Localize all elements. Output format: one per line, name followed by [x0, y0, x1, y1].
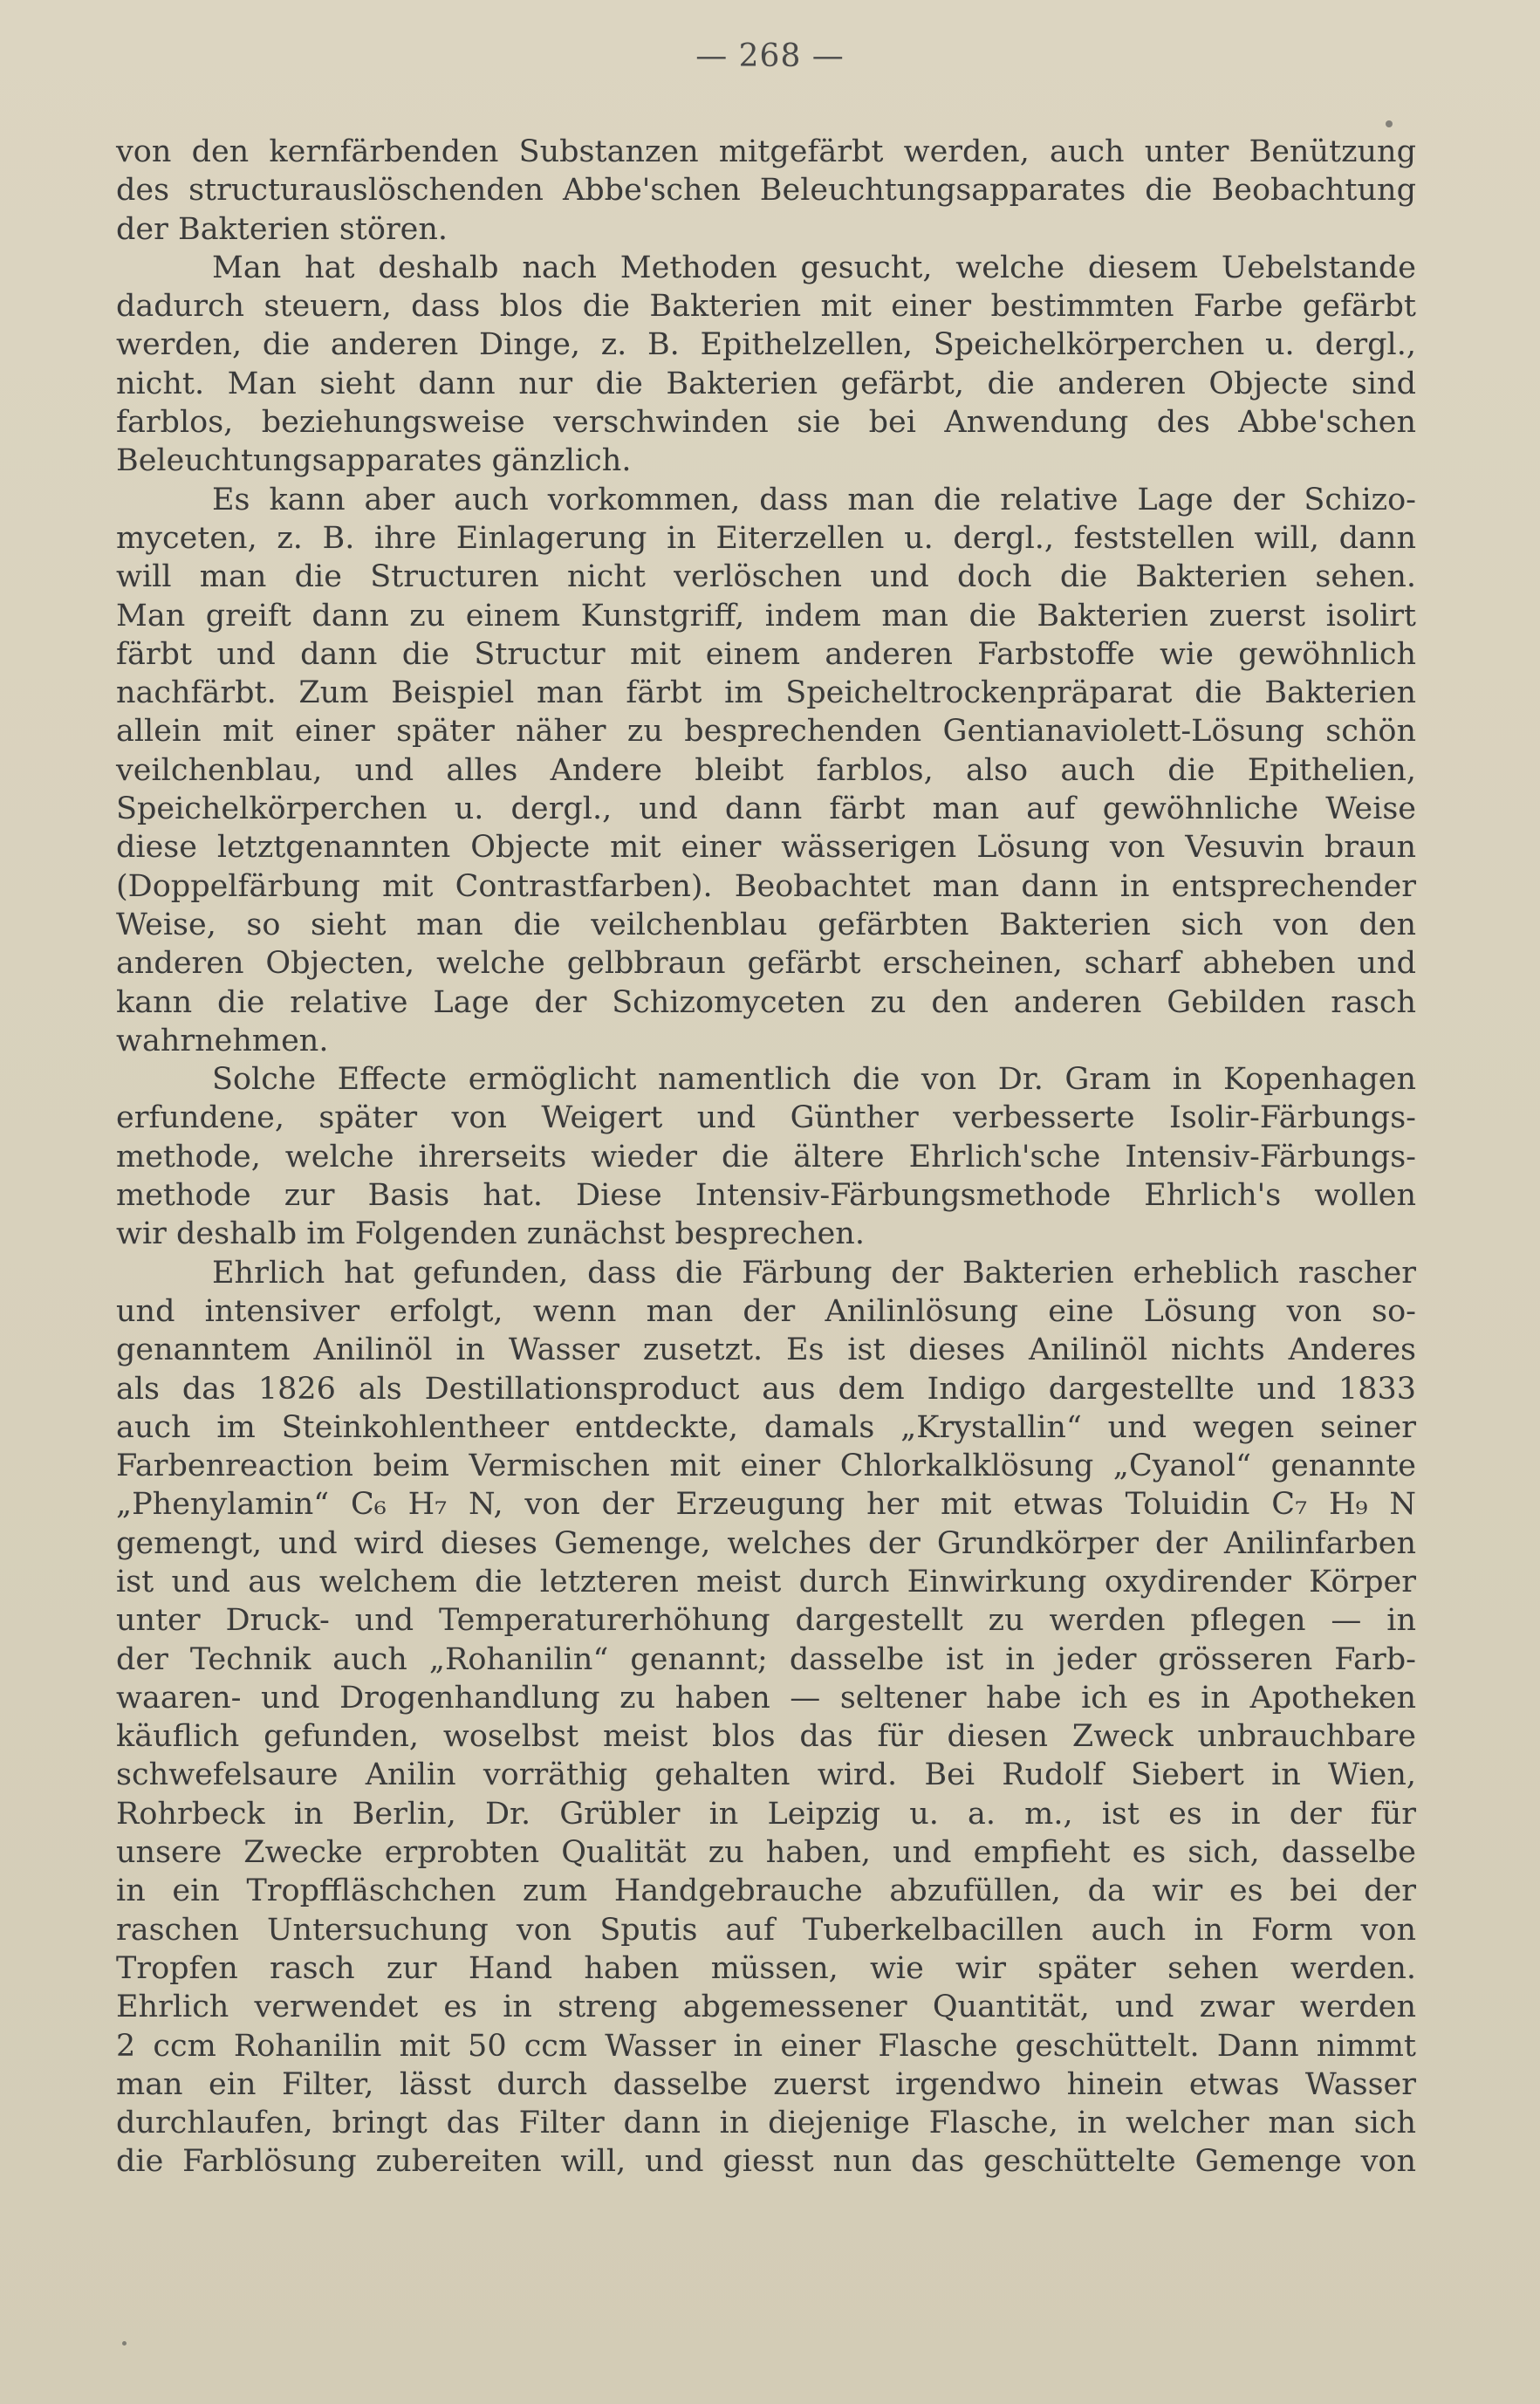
text-line: in ein Tropffläschchen zum Handgebrauche abzufüllen, da wir es bei der [116, 1873, 1416, 1909]
text-line: Ehrlich hat gefunden, dass die Färbung der Bakterien erheblich rascher [212, 1255, 1416, 1291]
text-line: genanntem Anilinöl in Wasser zusetzt. Es ist dieses Anilinöl nichts Anderes [116, 1332, 1416, 1368]
text-line: nachfärbt. Zum Beispiel man färbt im Speicheltrockenpräparat die Bakterien [116, 675, 1416, 711]
text-line: dadurch steuern, dass blos die Bakterien mit einer bestimmten Farbe gefärbt [116, 289, 1416, 325]
text-line: man ein Filter, lässt durch dasselbe zuerst irgendwo hinein etwas Wasser [116, 2066, 1416, 2102]
text-line: der Technik auch „Rohanilin“ genannt; dasselbe ist in jeder grösseren Farb- [116, 1641, 1416, 1677]
text-line: (Doppelfärbung mit Contrastfarben). Beobachtet man dann in entsprechender [116, 868, 1416, 904]
text-line: Ehrlich verwendet es in streng abgemessener Quantität, und zwar werden [116, 1990, 1416, 2025]
text-line: waaren- und Drogenhandlung zu haben — seltener habe ich es in Apotheken [116, 1680, 1416, 1716]
page-number: — 268 — [695, 38, 845, 74]
text-line: unsere Zwecke erprobten Qualität zu haben, und empfieht es sich, dasselbe [116, 1835, 1416, 1871]
text-line: allein mit einer später näher zu besprechenden Gentianaviolett-Lösung schön [116, 714, 1416, 750]
text-line: Man greift dann zu einem Kunstgriff, indem man die Bakterien zuerst isolirt [116, 598, 1416, 634]
text-line: Beleuchtungsapparates gänzlich. [116, 443, 632, 479]
text-line: will man die Structuren nicht verlöschen und doch die Bakterien sehen. [116, 559, 1416, 595]
text-line: Es kann aber auch vorkommen, dass man die relative Lage der Schizo- [212, 482, 1416, 517]
text-line: 2 ccm Rohanilin mit 50 ccm Wasser in einer Flasche geschüttelt. Dann nimmt [116, 2028, 1416, 2064]
text-line: diese letztgenannten Objecte mit einer wässerigen Lösung von Vesuvin braun [116, 830, 1416, 866]
text-line: Man hat deshalb nach Methoden gesucht, welche diesem Uebelstande [212, 250, 1416, 285]
text-line: und intensiver erfolgt, wenn man der Anilinlösung eine Lösung von so- [116, 1293, 1416, 1329]
text-line: kann die relative Lage der Schizomyceten zu den anderen Gebilden rasch [116, 984, 1416, 1020]
text-line: ist und aus welchem die letzteren meist durch Einwirkung oxydirender Körper [116, 1564, 1416, 1599]
ink-spot [1386, 120, 1393, 127]
text-line: raschen Untersuchung von Sputis auf Tuberkelbacillen auch in Form von [116, 1912, 1416, 1948]
text-line: des structurauslöschenden Abbe'schen Beleuchtungsapparates die Beobachtung [116, 173, 1416, 209]
text-line: Solche Effecte ermöglicht namentlich die von Dr. Gram in Kopenhagen [212, 1062, 1416, 1098]
text-line: färbt und dann die Structur mit einem anderen Farbstoffe wie gewöhnlich [116, 636, 1416, 672]
text-line: der Bakterien stören. [116, 211, 448, 247]
text-line: anderen Objecten, welche gelbbraun gefärbt erscheinen, scharf abheben und [116, 946, 1416, 982]
text-line: Farbenreaction beim Vermischen mit einer Chlorkalklösung „Cyanol“ genannte [116, 1449, 1416, 1484]
text-line: erfundene, später von Weigert und Günther verbesserte Isolir-Färbungs- [116, 1100, 1416, 1136]
text-line: die Farblösung zubereiten will, und giesst nun das geschüttelte Gemenge von [116, 2144, 1416, 2180]
text-line: „Phenylamin“ C₆ H₇ N, von der Erzeugung her mit etwas Toluidin C₇ H₉ N [116, 1487, 1416, 1523]
text-line: wahrnehmen. [116, 1023, 329, 1058]
text-line: auch im Steinkohlentheer entdeckte, damals „Krystallin“ und wegen seiner [116, 1409, 1416, 1445]
text-line: farblos, beziehungsweise verschwinden sie bei Anwendung des Abbe'schen [116, 405, 1416, 441]
text-line: schwefelsaure Anilin vorräthig gehalten wird. Bei Rudolf Siebert in Wien, [116, 1757, 1416, 1793]
text-line: Speichelkörperchen u. dergl., und dann färbt man auf gewöhnliche Weise [116, 791, 1416, 827]
text-line: Tropfen rasch zur Hand haben müssen, wie wir später sehen werden. [116, 1950, 1416, 1986]
text-line: als das 1826 als Destillationsproduct aus dem Indigo dargestellte und 1833 [116, 1371, 1416, 1407]
text-line: durchlaufen, bringt das Filter dann in diejenige Flasche, in welcher man sich [116, 2106, 1416, 2141]
text-line: käuflich gefunden, woselbst meist blos das für diesen Zweck unbrauchbare [116, 1719, 1416, 1755]
text-line: wir deshalb im Folgenden zunächst besprechen. [116, 1216, 865, 1252]
body-text [116, 133, 1416, 2181]
text-line: werden, die anderen Dinge, z. B. Epithelzellen, Speichelkörperchen u. dergl., [116, 327, 1416, 363]
text-line: myceten, z. B. ihre Einlagerung in Eiterzellen u. dergl., feststellen will, dann [116, 520, 1416, 556]
text-line: methode, welche ihrerseits wieder die ältere Ehrlich'sche Intensiv-Färbungs- [116, 1139, 1416, 1175]
text-line: nicht. Man sieht dann nur die Bakterien gefärbt, die anderen Objecte sind [116, 366, 1416, 401]
ink-spot [122, 2341, 127, 2346]
text-line: von den kernfärbenden Substanzen mitgefärbt werden, auch unter Benützung [116, 134, 1416, 169]
text-line: Rohrbeck in Berlin, Dr. Grübler in Leipzig u. a. m., ist es in der für [116, 1796, 1416, 1832]
text-line: methode zur Basis hat. Diese Intensiv-Färbungsmethode Ehrlich's wollen [116, 1178, 1416, 1214]
text-line: veilchenblau, und alles Andere bleibt farblos, also auch die Epithelien, [116, 752, 1416, 788]
text-line: Weise, so sieht man die veilchenblau gefärbten Bakterien sich von den [116, 907, 1416, 942]
text-line: gemengt, und wird dieses Gemenge, welches der Grundkörper der Anilinfarben [116, 1525, 1416, 1561]
text-line: unter Druck- und Temperaturerhöhung dargestellt zu werden pflegen — in [116, 1603, 1416, 1639]
